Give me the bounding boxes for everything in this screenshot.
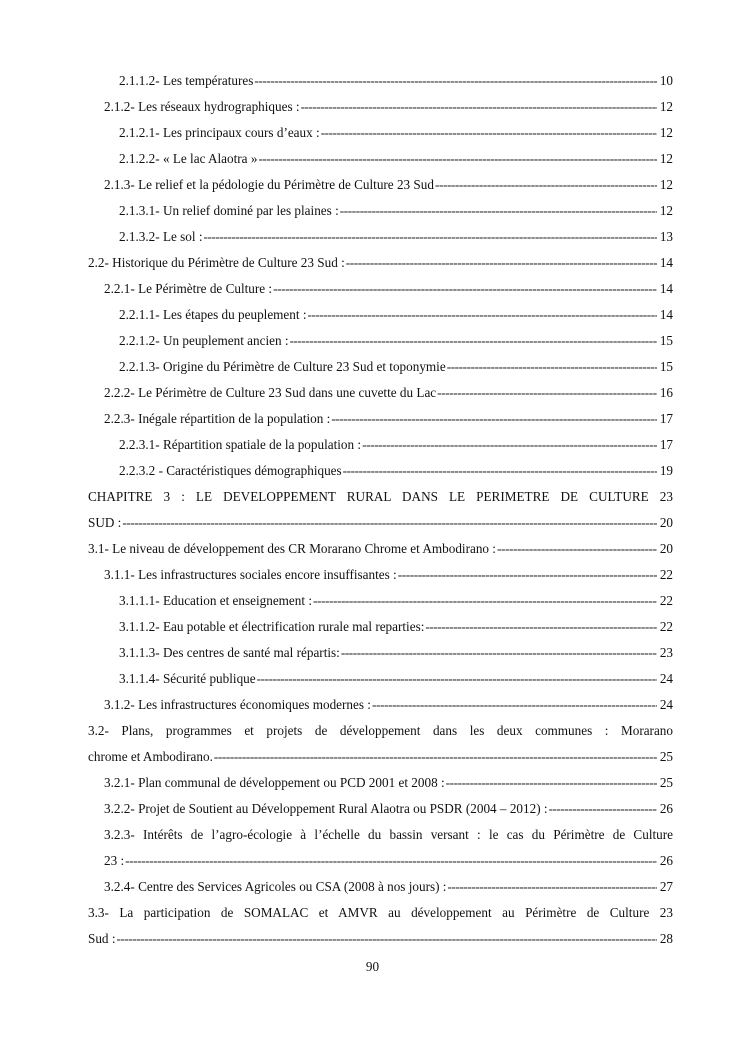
dot-leader: [331, 406, 657, 432]
toc-entry-title: 2.1.3.1- Un relief dominé par les plaines :: [119, 203, 339, 218]
toc-entry[interactable]: [88, 68, 673, 94]
toc-entry[interactable]: [88, 432, 673, 458]
toc-entry-title: 3.1.1.2- Eau potable et électrification rurale mal reparties:: [119, 619, 425, 634]
toc-entry[interactable]: [88, 302, 673, 328]
dot-leader: [116, 926, 657, 952]
toc-entry-heading-line: CHAPITRE 3 : LE DEVELOPPEMENT RURAL DANS LE PERIMETRE DE CULTURE 23: [88, 489, 673, 504]
dot-leader: [446, 770, 657, 796]
toc-entry-heading-line: 3.2- Plans, programmes et projets de développement dans les deux communes : Morarano: [88, 723, 673, 738]
toc-entry-page: 12: [659, 177, 673, 192]
toc-entry-title: 2.2.3.1- Répartition spatiale de la population :: [119, 437, 362, 452]
table-of-contents: [88, 68, 673, 952]
toc-entry[interactable]: [88, 120, 673, 146]
dot-leader: [372, 692, 657, 718]
toc-entry-page: 17: [659, 411, 673, 426]
toc-entry-heading-line: 3.2.3- Intérêts de l’agro-écologie à l’échelle du bassin versant : le cas du Périmètre de Culture: [104, 827, 673, 842]
toc-entry-page: 25: [659, 749, 673, 764]
toc-entry-title: SUD :: [88, 515, 122, 530]
toc-entry-page: 12: [659, 203, 673, 218]
toc-entry-title: 2.1.3- Le relief et la pédologie du Périmètre de Culture 23 Sud: [104, 177, 434, 192]
toc-entry-title: 2.1.2.1- Les principaux cours d’eaux :: [119, 125, 320, 140]
toc-entry-page: 16: [659, 385, 673, 400]
toc-entry-title: chrome et Ambodirano.: [88, 749, 213, 764]
toc-entry-page: 27: [659, 879, 673, 894]
toc-entry-page: 22: [659, 567, 673, 582]
dot-leader: [122, 510, 657, 536]
toc-entry[interactable]: [88, 874, 673, 900]
toc-entry-page: 20: [659, 515, 673, 530]
dot-leader: [301, 94, 657, 120]
dot-leader: [257, 666, 657, 692]
toc-entry-title: 3.1.1.1- Education et enseignement :: [119, 593, 312, 608]
dot-leader: [447, 874, 657, 900]
toc-entry[interactable]: [88, 250, 673, 276]
toc-entry[interactable]: [88, 666, 673, 692]
toc-entry[interactable]: [88, 926, 673, 952]
toc-entry-page: 14: [659, 281, 673, 296]
toc-entry[interactable]: [88, 458, 673, 484]
toc-entry-page: 22: [659, 619, 673, 634]
dot-leader: [497, 536, 657, 562]
toc-entry[interactable]: [88, 588, 673, 614]
toc-entry-title: 3.1.2- Les infrastructures économiques modernes :: [104, 697, 371, 712]
toc-entry[interactable]: [88, 692, 673, 718]
toc-entry-page: 28: [659, 931, 673, 946]
toc-entry-title: 2.2.3- Inégale répartition de la population :: [104, 411, 331, 426]
toc-entry-title: 2.2.2- Le Périmètre de Culture 23 Sud dans une cuvette du Lac: [104, 385, 437, 400]
toc-entry-title: 3.2.1- Plan communal de développement ou PCD 2001 et 2008 :: [104, 775, 445, 790]
toc-entry-title: Sud :: [88, 931, 116, 946]
toc-entry[interactable]: [88, 614, 673, 640]
toc-entry-title: 3.2.2- Projet de Soutient au Développement Rural Alaotra ou PSDR (2004 – 2012) :: [104, 801, 548, 816]
dot-leader: [447, 354, 657, 380]
dot-leader: [254, 68, 657, 94]
toc-entry-page: 12: [659, 99, 673, 114]
dot-leader: [549, 796, 657, 822]
toc-entry-page: 25: [659, 775, 673, 790]
toc-entry[interactable]: [88, 510, 673, 536]
toc-entry-page: 23: [659, 645, 673, 660]
toc-entry-page: 13: [659, 229, 673, 244]
toc-entry-heading-line: 3.3- La participation de SOMALAC et AMVR au développement au Périmètre de Culture 23: [88, 905, 673, 920]
dot-leader: [258, 146, 657, 172]
dot-leader: [321, 120, 657, 146]
toc-entry-title: 2.2.1.1- Les étapes du peuplement :: [119, 307, 307, 322]
toc-entry[interactable]: [88, 744, 673, 770]
toc-entry[interactable]: [88, 146, 673, 172]
dot-leader: [435, 172, 657, 198]
toc-entry-title: 2.2.3.2 - Caractéristiques démographiques: [119, 463, 342, 478]
dot-leader: [398, 562, 657, 588]
toc-entry-title: 2.1.3.2- Le sol :: [119, 229, 203, 244]
toc-entry[interactable]: [88, 354, 673, 380]
toc-entry-title: 2.2.1.3- Origine du Périmètre de Culture 23 Sud et toponymie: [119, 359, 446, 374]
dot-leader: [313, 588, 657, 614]
toc-entry-page: 24: [659, 697, 673, 712]
toc-entry-page: 24: [659, 671, 673, 686]
toc-entry[interactable]: [88, 276, 673, 302]
toc-entry[interactable]: [88, 328, 673, 354]
toc-entry-title: 23 :: [104, 853, 125, 868]
toc-entry-page: 12: [659, 125, 673, 140]
dot-leader: [204, 224, 657, 250]
toc-entry-title: 2.1.2- Les réseaux hydrographiques :: [104, 99, 300, 114]
toc-entry[interactable]: [88, 562, 673, 588]
toc-entry[interactable]: [88, 796, 673, 822]
toc-entry[interactable]: [88, 172, 673, 198]
toc-entry-title: 2.1.1.2- Les températures: [119, 73, 254, 88]
toc-entry-page: 14: [659, 307, 673, 322]
toc-entry[interactable]: [88, 406, 673, 432]
toc-entry[interactable]: [88, 94, 673, 120]
dot-leader: [340, 198, 657, 224]
toc-entry-page: 14: [659, 255, 673, 270]
dot-leader: [125, 848, 657, 874]
toc-entry-page: 19: [659, 463, 673, 478]
toc-entry-page: 10: [659, 73, 673, 88]
toc-entry-title: 2.2- Historique du Périmètre de Culture 23 Sud :: [88, 255, 345, 270]
dot-leader: [346, 250, 657, 276]
dot-leader: [290, 328, 657, 354]
toc-entry-title: 2.2.1- Le Périmètre de Culture :: [104, 281, 273, 296]
toc-entry[interactable]: [88, 380, 673, 406]
toc-entry[interactable]: [88, 848, 673, 874]
toc-entry-page: 15: [659, 333, 673, 348]
toc-entry-title: 3.1- Le niveau de développement des CR Morarano Chrome et Ambodirano :: [88, 541, 496, 556]
toc-entry[interactable]: [88, 770, 673, 796]
toc-entry[interactable]: [88, 536, 673, 562]
toc-entry-page: 17: [659, 437, 673, 452]
toc-entry-page: 22: [659, 593, 673, 608]
toc-entry-page: 15: [659, 359, 673, 374]
dot-leader: [437, 380, 657, 406]
dot-leader: [425, 614, 657, 640]
toc-entry[interactable]: [88, 198, 673, 224]
toc-entry-title: 3.1.1.3- Des centres de santé mal répartis:: [119, 645, 340, 660]
toc-entry-page: 26: [659, 801, 673, 816]
dot-leader: [362, 432, 657, 458]
dot-leader: [343, 458, 657, 484]
page-number: 90: [365, 959, 380, 974]
toc-entry[interactable]: [88, 640, 673, 666]
toc-entry-title: 2.1.2.2- « Le lac Alaotra »: [119, 151, 258, 166]
dot-leader: [308, 302, 657, 328]
toc-entry-title: 3.1.1.4- Sécurité publique: [119, 671, 256, 686]
toc-entry-title: 3.2.4- Centre des Services Agricoles ou CSA (2008 à nos jours) :: [104, 879, 447, 894]
toc-entry-title: 3.1.1- Les infrastructures sociales encore insuffisantes :: [104, 567, 397, 582]
toc-entry-page: 20: [659, 541, 673, 556]
toc-entry-title: 2.2.1.2- Un peuplement ancien :: [119, 333, 289, 348]
dot-leader: [341, 640, 657, 666]
toc-entry-page: 26: [659, 853, 673, 868]
dot-leader: [214, 744, 657, 770]
dot-leader: [273, 276, 657, 302]
toc-entry[interactable]: [88, 224, 673, 250]
toc-entry-page: 12: [659, 151, 673, 166]
